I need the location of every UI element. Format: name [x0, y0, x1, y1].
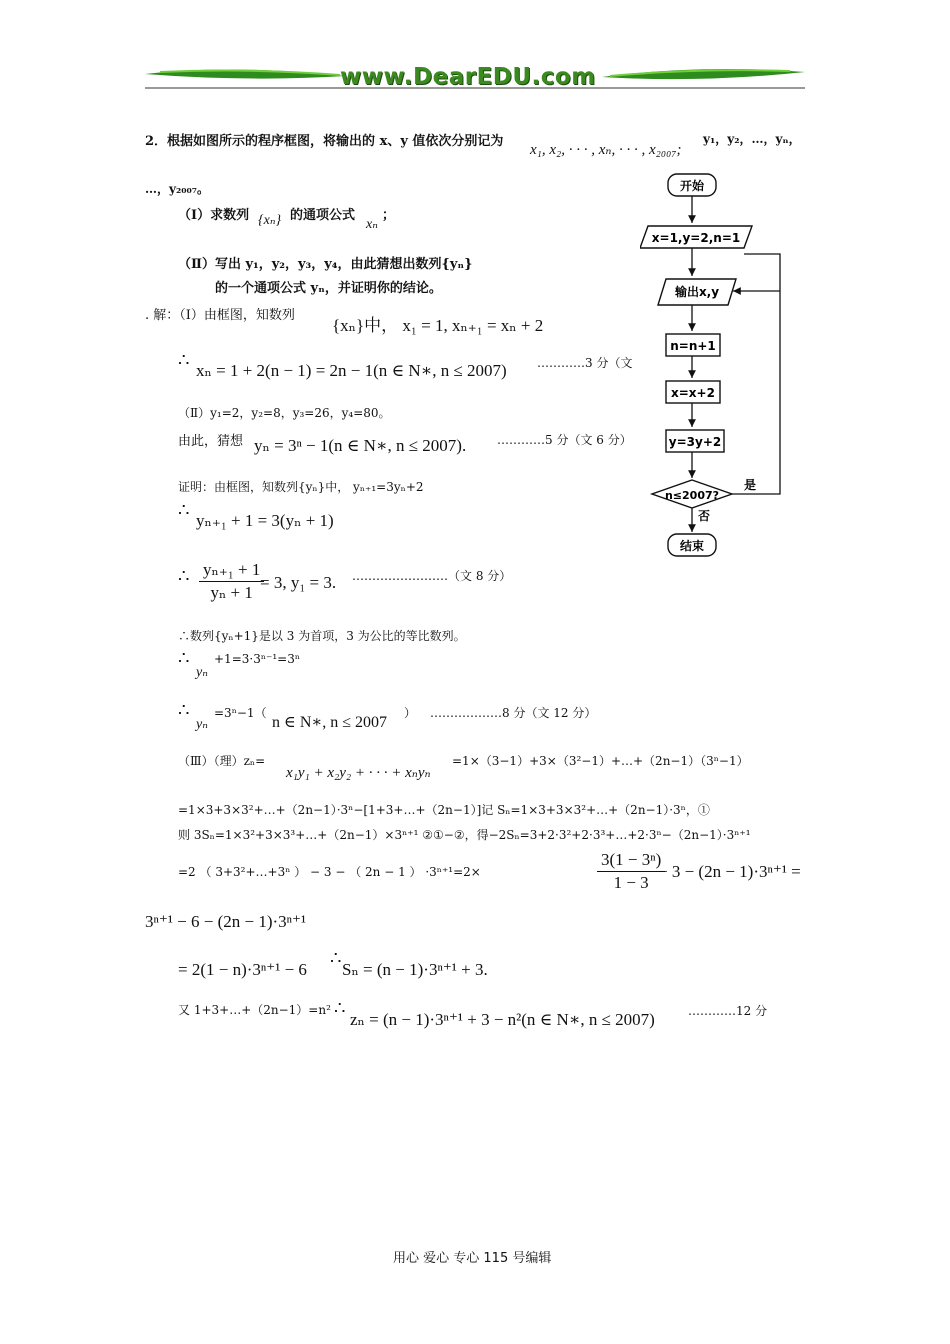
problem-line1: 2．根据如图所示的程序框图，将输出的 x、y 值依次分别记为: [145, 134, 504, 149]
solution-line9-var: yₙ: [196, 665, 208, 680]
solution-line1-prefix: . 解：（Ⅰ）由框图，知数列: [145, 308, 295, 323]
fraction-numerator: 3(1 − 3ⁿ): [597, 850, 665, 872]
therefore-2: ∴: [178, 500, 190, 520]
flow-step-n-label: n=n+1: [670, 339, 716, 353]
question-2-line2: 的一个通项公式 yₙ，并证明你的结论。: [215, 281, 442, 296]
solution-line4-prefix: 由此，猜想: [178, 434, 244, 449]
therefore-5: ∴: [178, 700, 190, 720]
solution-line7-fraction: [196, 560, 267, 603]
solution-line11-prefix: （Ⅲ）（理）zₙ=: [178, 754, 266, 768]
question-1-prefix: （Ⅰ）求数列: [178, 208, 250, 223]
solution-line14-prefix: =2 （ 3+3²+…+3ⁿ ） − 3 − （ 2n − 1 ） ·3ⁿ⁺¹=2×: [178, 865, 481, 879]
solution-line5: 证明：由框图，知数列{yₙ}中， yₙ₊₁=3yₙ+2: [178, 480, 424, 494]
solution-line2-math: xₙ = 1 + 2(n − 1) = 2n − 1(n ∈ N∗, n ≤ 2007): [196, 361, 507, 380]
therefore-7: ∴: [334, 998, 346, 1018]
solution-line10-mid: =3ⁿ−1（: [214, 706, 267, 720]
solution-line17-math: zₙ = (n − 1)·3ⁿ⁺¹ + 3 − n²(n ∈ N∗, n ≤ 2007): [350, 1010, 655, 1029]
solution-line10-score: ………………8 分（文 12 分）: [430, 706, 597, 720]
flow-output-label: 输出x,y: [674, 285, 720, 299]
fraction-denominator: yₙ + 1: [210, 583, 253, 602]
solution-line10-close: ）: [404, 706, 417, 720]
solution-line11-math: x₁y₁ + x₂y₂ + · · · + xₙyₙ: [286, 765, 431, 781]
solution-line8: ∴数列{yₙ+1}是以 3 为首项，3 为公比的等比数列。: [178, 629, 466, 643]
solution-line7-score: ……………………（文 8 分）: [352, 569, 512, 583]
program-flowchart: [640, 168, 800, 568]
solution-line1-math: {xₙ}中， x₁ = 1, xₙ₊₁ = xₙ + 2: [332, 316, 544, 335]
solution-line3: （Ⅱ）y₁=2，y₂=8，y₃=26，y₄=80。: [178, 406, 391, 420]
flow-step-x-label: x=x+2: [671, 386, 715, 400]
flow-decision-label: n≤2007?: [664, 489, 720, 502]
solution-line10-var: yₙ: [196, 717, 208, 732]
solution-line16-math: = 2(1 − n)·3ⁿ⁺¹ − 6: [178, 960, 307, 979]
site-logo-text: www.DearEDU.com: [340, 64, 596, 90]
question-1-end: ；: [382, 208, 396, 223]
question-1-var: xₙ: [366, 217, 378, 232]
solution-line13: 则 3Sₙ=1×3²+3×3³+…+（2n−1）×3ⁿ⁺¹ ②①−②，得−2Sₙ=3+2·3²+2·3³+…+2·3ⁿ−（2n−1）·3ⁿ⁺¹: [178, 828, 751, 842]
solution-line16-math2: Sₙ = (n − 1)·3ⁿ⁺¹ + 3.: [342, 960, 488, 979]
solution-line17-prefix: 又 1+3+…+（2n−1）=n²: [178, 1003, 331, 1017]
solution-line2-score: …………3 分（文: [537, 356, 633, 370]
problem-seq-x: x₁, x₂, · · · , xₙ, · · · , x₂₀₀₇;: [530, 142, 682, 158]
solution-line4-score: …………5 分（文 6 分）: [497, 433, 632, 447]
fraction-denominator: 1 − 3: [613, 873, 649, 892]
flow-init-label: x=1,y=2,n=1: [651, 231, 741, 245]
question-1-seq: {xₙ}: [258, 213, 282, 228]
page-footer: 用心 爱心 专心 115 号编辑: [393, 1251, 552, 1266]
therefore-1: ∴: [178, 350, 190, 370]
solution-line10-math: n ∈ N∗, n ≤ 2007: [272, 714, 388, 731]
flow-no-label: 否: [698, 509, 711, 523]
therefore-4: ∴: [178, 648, 190, 668]
problem-line2: …，y₂₀₀₇。: [145, 182, 209, 196]
therefore-3: ∴: [178, 566, 190, 586]
solution-line17-score: …………12 分: [688, 1004, 768, 1018]
solution-line12: =1×3+3×3²+…+（2n−1）·3ⁿ−[1+3+…+（2n−1）]记 Sₙ=1×3+3×3²+…+（2n−1）·3ⁿ，①: [178, 803, 710, 817]
flow-end-label: 结束: [679, 539, 705, 553]
therefore-6: ∴: [330, 948, 342, 968]
solution-line4-math: yₙ = 3ⁿ − 1(n ∈ N∗, n ≤ 2007).: [254, 436, 467, 455]
solution-line6-math: yₙ₊₁ + 1 = 3(yₙ + 1): [196, 511, 334, 530]
solution-line11-rest: =1×（3−1）+3×（3²−1）+…+（2n−1）（3ⁿ−1）: [452, 754, 749, 768]
solution-line15: 3ⁿ⁺¹ − 6 − (2n − 1)·3ⁿ⁺¹: [145, 912, 307, 931]
flow-yes-label: 是: [744, 478, 757, 492]
solution-line9-rest: +1=3·3ⁿ⁻¹=3ⁿ: [214, 652, 301, 666]
solution-line7-rest: = 3, y₁ = 3.: [260, 573, 337, 592]
solution-line14-rest: − 3 − (2n − 1)·3ⁿ⁺¹ =: [658, 862, 801, 881]
question-1-middle: 的通项公式: [290, 208, 356, 223]
fraction-numerator: yₙ₊₁ + 1: [199, 560, 264, 582]
problem-seq-y: y₁，y₂，…，yₙ，: [703, 132, 801, 146]
flow-start-label: 开始: [679, 179, 705, 193]
question-2-line1: （Ⅱ）写出 y₁，y₂，y₃，y₄，由此猜想出数列{yₙ}: [178, 257, 473, 272]
flow-step-y-label: y=3y+2: [668, 435, 722, 449]
